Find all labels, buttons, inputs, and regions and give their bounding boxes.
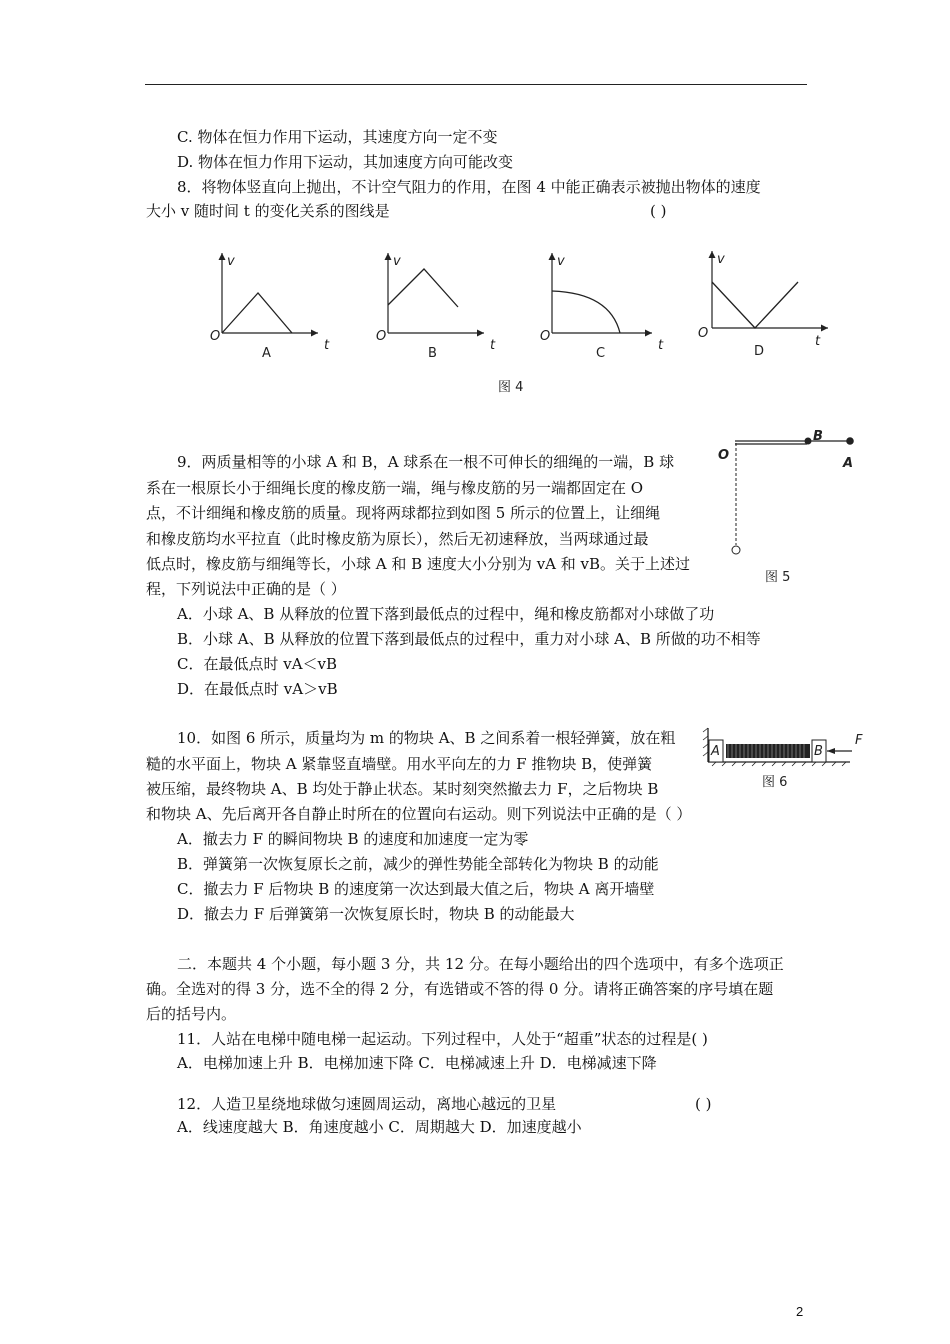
figure-6 xyxy=(700,722,880,792)
q8-stem-line2: 大小 v 随时间 t 的变化关系的图线是 xyxy=(146,202,390,220)
ball-a xyxy=(846,437,854,445)
graph-c-v-label: v xyxy=(557,254,565,269)
graph-b-label: B xyxy=(428,346,437,361)
graph-c-label: C xyxy=(596,346,606,361)
q11-stem: 11．人站在电梯中随电梯一起运动。下列过程中，人处于“超重”状态的过程是( ) xyxy=(177,1030,708,1048)
fig6-label-a: A xyxy=(711,744,720,759)
q12-answer-bracket: ( ) xyxy=(695,1095,712,1113)
graph-a-label: A xyxy=(262,346,271,361)
q10-option-a: A．撤去力 F 的瞬间物块 B 的速度和加速度一定为零 xyxy=(177,830,529,848)
header-rule xyxy=(145,84,807,85)
fig6-label-f: F xyxy=(855,733,863,748)
graph-c-t-label: t xyxy=(658,338,664,353)
q10-option-c: C．撤去力 F 后物块 B 的速度第一次达到最大值之后，物块 A 离开墙壁 xyxy=(177,880,655,898)
q9-stem-line3: 点，不计细绳和橡皮筋的质量。现将两球都拉到如图 5 所示的位置上，让细绳 xyxy=(146,504,661,522)
graph-c-origin: O xyxy=(540,329,551,344)
graph-b-t-label: t xyxy=(490,338,496,353)
figure-5-caption: 图 5 xyxy=(765,570,791,585)
graph-a xyxy=(210,253,330,361)
fig6-label-b: B xyxy=(814,744,823,759)
q7-option-d: D. 物体在恒力作用下运动，其加速度方向可能改变 xyxy=(177,153,514,171)
q10-stem-line4: 和物块 A、先后离开各自静止时所在的位置向右运动。则下列说法中正确的是（ ） xyxy=(146,805,692,823)
q8-stem-line1: 8．将物体竖直向上抛出，不计空气阻力的作用，在图 4 中能正确表示被抛出物体的速度 xyxy=(177,178,761,196)
graph-a-t-label: t xyxy=(324,338,330,353)
q9-option-b: B．小球 A、B 从释放的位置下落到最低点的过程中，重力对小球 A、B 所做的功不相等 xyxy=(177,630,761,648)
ball-lowest xyxy=(732,546,740,554)
section2-line3: 后的括号内。 xyxy=(146,1005,237,1023)
q10-stem-line2: 糙的水平面上，物块 A 紧靠竖直墙壁。用水平向左的力 F 推物块 B，使弹簧 xyxy=(146,755,653,773)
graph-b-origin: O xyxy=(376,329,387,344)
q12-options: A．线速度越大 B．角速度越小 C．周期越大 D．加速度越小 xyxy=(177,1118,582,1136)
fig5-label-b: B xyxy=(813,429,823,444)
graph-a-v-label: v xyxy=(227,254,235,269)
q9-option-a: A．小球 A、B 从释放的位置下落到最低点的过程中，绳和橡皮筋都对小球做了功 xyxy=(177,605,715,623)
figure-6-caption: 图 6 xyxy=(762,775,788,790)
q7-option-c: C. 物体在恒力作用下运动，其速度方向一定不变 xyxy=(177,128,498,146)
graph-d-label: D xyxy=(754,344,765,359)
ball-b xyxy=(805,438,812,445)
fig5-label-a: A xyxy=(843,456,854,471)
q10-stem-line3: 被压缩，最终物块 A、B 均处于静止状态。某时刻突然撤去力 F，之后物块 B xyxy=(146,780,659,798)
section2-line2: 确。全选对的得 3 分，选不全的得 2 分，有选错或不答的得 0 分。请将正确答案的序号填在题 xyxy=(146,980,774,998)
graph-d-v-label: v xyxy=(717,252,725,267)
q10-option-b: B．弹簧第一次恢复原长之前，减少的弹性势能全部转化为物块 B 的动能 xyxy=(177,855,659,873)
q9-stem-line6: 程，下列说法中正确的是（ ） xyxy=(146,580,346,598)
q11-options: A．电梯加速上升 B．电梯加速下降 C．电梯减速上升 D．电梯减速下降 xyxy=(177,1054,657,1072)
graph-d-t-label: t xyxy=(815,334,821,349)
q9-option-c: C．在最低点时 vA＜vB xyxy=(177,655,338,673)
q9-stem-line2: 系在一根原长小于细绳长度的橡皮筋一端，绳与橡皮筋的另一端都固定在 O xyxy=(146,479,644,497)
section2-line1: 二．本题共 4 个小题，每小题 3 分，共 12 分。在每小题给出的四个选项中，有多个选项正 xyxy=(177,955,784,973)
graph-d xyxy=(698,251,828,359)
q9-stem-line4: 和橡皮筋均水平拉直（此时橡皮筋为原长），然后无初速释放，当两球通过最 xyxy=(146,530,649,548)
q9-stem-line5: 低点时，橡皮筋与细绳等长，小球 A 和 B 速度大小分别为 vA 和 vB。关于上述过 xyxy=(146,555,691,573)
figure-5 xyxy=(715,425,865,585)
page-number: 2 xyxy=(796,1304,804,1319)
figure-4 xyxy=(200,245,840,395)
q8-answer-bracket: ( ) xyxy=(650,202,667,220)
q10-option-d: D．撤去力 F 后弹簧第一次恢复原长时，物块 B 的动能最大 xyxy=(177,905,575,923)
graph-b xyxy=(376,253,496,361)
q10-stem-line1: 10．如图 6 所示，质量均为 m 的物块 A、B 之间系着一根轻弹簧，放在粗 xyxy=(177,729,676,747)
graph-b-v-label: v xyxy=(393,254,401,269)
q9-option-d: D．在最低点时 vA＞vB xyxy=(177,680,338,698)
q12-stem: 12．人造卫星绕地球做匀速圆周运动，离地心越远的卫星 xyxy=(177,1095,557,1113)
figure-4-caption: 图 4 xyxy=(498,380,524,395)
graph-d-origin: O xyxy=(698,326,709,341)
graph-a-origin: O xyxy=(210,329,221,344)
fig5-label-o: O xyxy=(718,448,730,463)
q9-stem-line1: 9．两质量相等的小球 A 和 B，A 球系在一根不可伸长的细绳的一端，B 球 xyxy=(177,453,675,471)
graph-c xyxy=(540,253,664,361)
